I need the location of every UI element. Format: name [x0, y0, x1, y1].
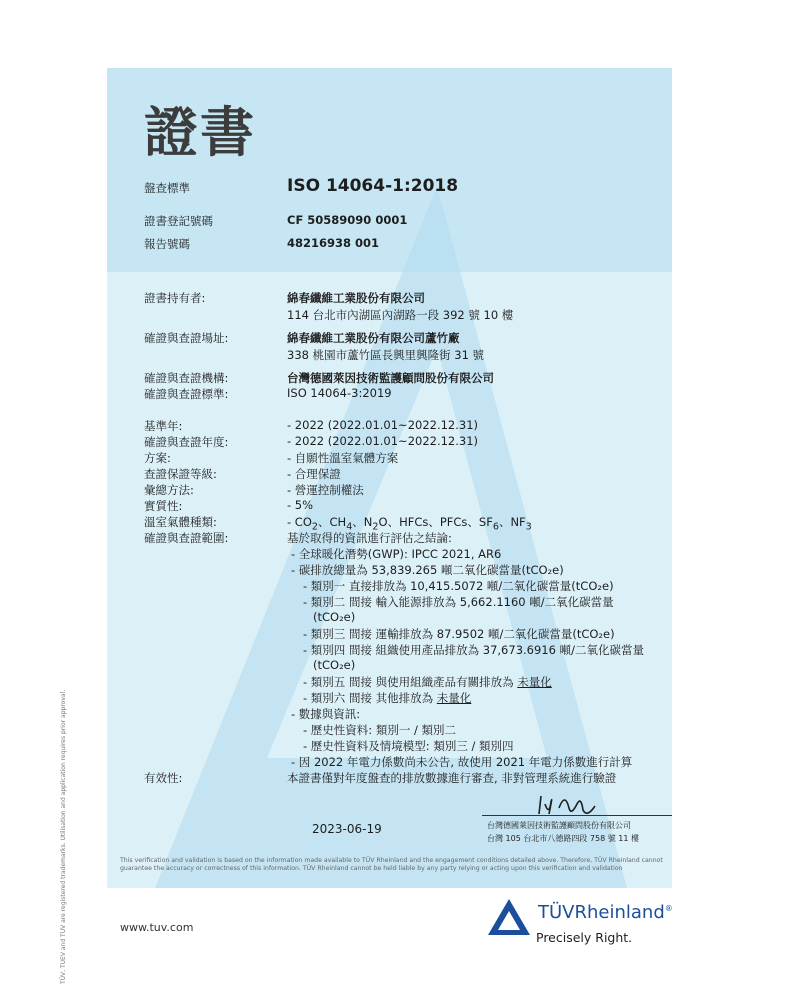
standard-label: 盤查標準 — [144, 181, 190, 195]
detail-label: 基準年: — [144, 419, 183, 433]
history-line: - 歷史性資料及情境模型: 類別三 / 類別四 — [303, 739, 514, 753]
brand-name: TÜVRheinland® — [538, 902, 673, 923]
ghg-label: 溫室氣體種類: — [144, 515, 217, 529]
category-line: - 類別五 間接 與使用組織產品有關排放為 未量化 — [303, 675, 552, 689]
certificate-title: 證書 — [144, 101, 256, 164]
detail-value: - 2022 (2022.01.01~2022.12.31) — [287, 418, 479, 432]
disclaimer-text: This verification and validation is based on the information made available to TÜV Rheinland and the engagement conditions detailed above. Therefore, TÜV Rheinland cannot guarantee the accuracy or correctness of this information. TÜV Rheinland cannot be held liable by any party relying or acting upon this verification and validation — [120, 857, 663, 872]
gwp-line: - 全球暖化潛勢(GWP): IPCC 2021, AR6 — [291, 547, 502, 561]
site-address: 338 桃園市蘆竹區長興里興隆街 31 號 — [287, 348, 485, 362]
detail-label: 查證保證等級: — [144, 467, 217, 481]
detail-value: - 營運控制權法 — [287, 483, 364, 497]
detail-value: - 5% — [287, 498, 314, 512]
detail-label: 彙總方法: — [144, 483, 194, 497]
report-no-value: 48216938 001 — [287, 236, 380, 250]
scope-label: 確證與查證範圍: — [144, 531, 229, 545]
body-label: 確證與查證機構: — [144, 371, 229, 385]
detail-value: - 自願性溫室氣體方案 — [287, 451, 399, 465]
site-label: 確證與查證場址: — [144, 331, 229, 345]
validity-label: 有效性: — [144, 771, 183, 785]
issue-date: 2023-06-19 — [312, 822, 382, 836]
ghg-types: - $CO_2$、$CH_4$、$N_2O$、HFCs、PFCs、$SF_6$、$NF_3$ — [287, 515, 532, 533]
category-line: - 類別二 間接 輸入能源排放為 5,662.1160 噸/二氧化碳當量 — [303, 595, 614, 609]
detail-label: 方案: — [144, 451, 171, 465]
signer-address: 台灣 105 台北市八德路四段 758 號 11 樓 — [487, 834, 639, 843]
total-line: - 碳排放總量為 53,839.265 噸二氧化碳當量(tCO₂e) — [291, 563, 564, 577]
tuv-triangle-icon — [486, 897, 532, 937]
detail-label: 實質性: — [144, 499, 183, 513]
body-value: 台灣德國萊因技術監護顧問股份有限公司 — [287, 371, 494, 385]
trademark-note: TÜV, TUEV and TUV are registered trademarks. Utilisation and application requires prior approval. — [60, 689, 67, 984]
history-line: - 歷史性資料: 類別一 / 類別二 — [303, 723, 457, 737]
data-header: - 數據與資訊: — [291, 707, 361, 721]
detail-value: - 2022 (2022.01.01~2022.12.31) — [287, 434, 479, 448]
detail-label: 確證與查證年度: — [144, 435, 229, 449]
note-line: - 因 2022 年電力係數尚未公告, 故使用 2021 年電力係數進行計算 — [291, 755, 633, 769]
category-line: - 類別一 直接排放為 10,415.5072 噸/二氧化碳當量(tCO₂e) — [303, 579, 614, 593]
cert-no-value: CF 50589090 0001 — [287, 213, 408, 227]
vstd-value: ISO 14064-3:2019 — [287, 386, 392, 400]
category-line: - 類別三 間接 運輸排放為 87.9502 噸/二氧化碳當量(tCO₂e) — [303, 627, 615, 641]
cert-no-label: 證書登記號碼 — [144, 214, 213, 228]
certificate-panel — [107, 68, 672, 888]
category-line: (tCO₂e) — [313, 610, 356, 624]
signature-line — [482, 815, 672, 816]
standard-value: ISO 14064-1:2018 — [287, 176, 459, 196]
website-link[interactable]: www.tuv.com — [120, 921, 194, 934]
category-line: - 類別四 間接 組織使用產品排放為 37,673.6916 噸/二氧化碳當量 — [303, 643, 644, 657]
vstd-label: 確證與查證標準: — [144, 387, 229, 401]
detail-value: - 合理保證 — [287, 467, 341, 481]
site-name: 綿春纖維工業股份有限公司蘆竹廠 — [287, 331, 460, 345]
validity-value: 本證書僅對年度盤查的排放數據進行審查, 非對管理系統進行驗證 — [287, 771, 617, 785]
category-line: - 類別六 間接 其他排放為 未量化 — [303, 691, 472, 705]
holder-address: 114 台北市內湖區內湖路一段 392 號 10 樓 — [287, 308, 514, 322]
signer-org: 台灣德國萊因技術監護顧問股份有限公司 — [487, 821, 631, 830]
report-no-label: 報告號碼 — [144, 237, 190, 251]
scope-intro: 基於取得的資訊進行評估之結論: — [287, 531, 452, 545]
brand-slogan: Precisely Right. — [536, 930, 633, 945]
holder-name: 綿春纖維工業股份有限公司 — [287, 291, 425, 305]
category-line: (tCO₂e) — [313, 658, 356, 672]
holder-label: 證書持有者: — [144, 291, 206, 305]
